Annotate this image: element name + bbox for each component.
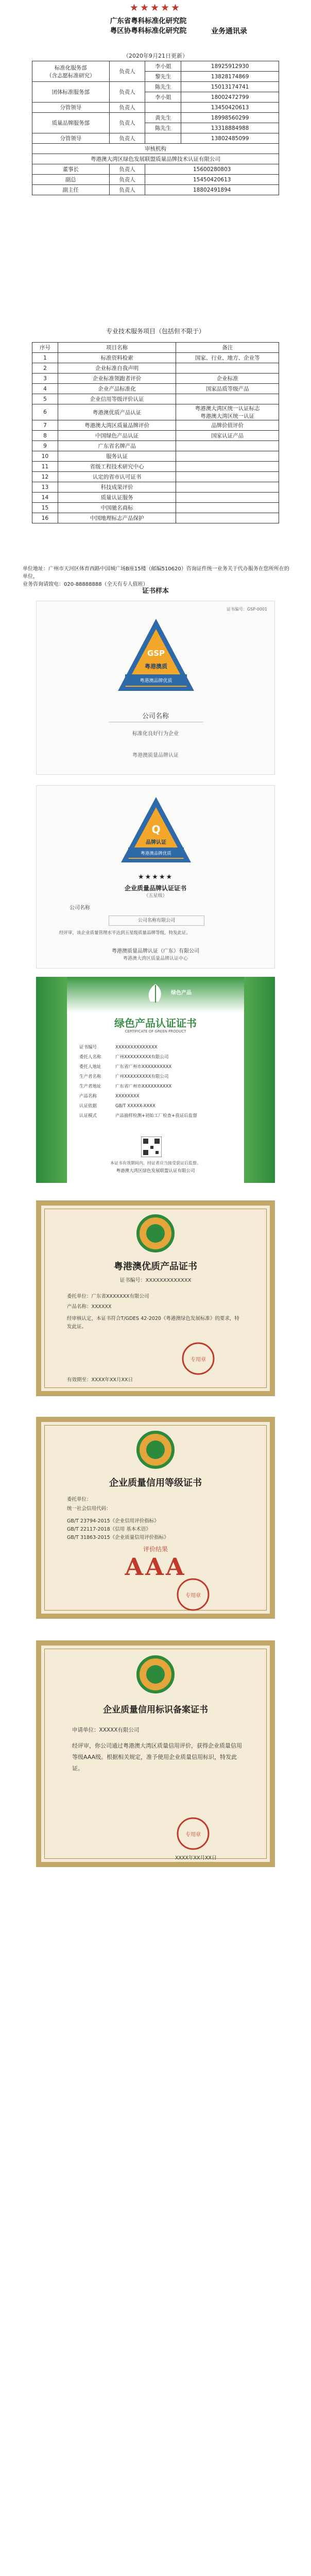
green-row-key: 生产者名称	[79, 1074, 101, 1079]
contact-phone: 13802485099	[181, 133, 279, 144]
contact-role: 负责人	[109, 103, 145, 113]
service-no: 5	[32, 394, 58, 404]
contact-phone: 13828174869	[181, 72, 279, 82]
green-row	[79, 1092, 234, 1101]
yga-date: 有效期至：XXXX年XX月XX日	[67, 1377, 133, 1383]
green-row-value: XXXXXXXXXXXXXX	[115, 1045, 158, 1050]
q-badge-top: Q	[151, 823, 161, 836]
services-table	[32, 342, 279, 523]
credit-grade: AAA	[125, 1553, 186, 1581]
q-sub: （五星级）	[144, 893, 167, 899]
service-no: 1	[32, 353, 58, 363]
lead-phone: 15450420613	[145, 175, 279, 185]
lead-title: 审核机构	[32, 144, 279, 154]
contact-name: 李小姐	[145, 61, 181, 72]
green-row-key: 产品名称	[79, 1094, 97, 1099]
service-remark	[176, 503, 279, 513]
service-row	[32, 493, 279, 503]
label-date: XXXX年XX月XX日	[175, 1855, 217, 1861]
contact-name: 陈先生	[145, 123, 181, 133]
gsp-line1: 标准化良好行为企业	[132, 731, 179, 737]
lead-phone: 18802491894	[145, 185, 279, 195]
service-remark	[176, 462, 279, 472]
cert-q	[36, 785, 275, 969]
service-no: 10	[32, 451, 58, 462]
contact-dept: 分管领导	[32, 133, 110, 144]
service-name: 科技成果评价	[58, 482, 176, 493]
label-stamp-icon	[175, 1816, 211, 1852]
contact-phone: 18998560299	[181, 113, 279, 123]
q-issuer1: 粤港澳质量品牌认证（广东）有限公司	[112, 948, 199, 954]
green-footer2: 粤港澳大湾区绿色发展联盟认证有限公司	[116, 1168, 195, 1174]
contact-dept: 质量品牌服务部	[32, 113, 110, 133]
green-row	[79, 1043, 234, 1053]
lead-row	[32, 164, 279, 175]
service-no: 16	[32, 513, 58, 523]
service-row	[32, 503, 279, 513]
service-no: 3	[32, 374, 58, 384]
service-no: 6	[32, 404, 58, 420]
service-name: 广东省名牌产品	[58, 441, 176, 451]
green-subtitle: CERTIFICATE OF GREEN PRODUCT	[125, 1029, 186, 1033]
service-row	[32, 394, 279, 404]
service-name: 标准资料检索	[58, 353, 176, 363]
lead-role: 副主任	[32, 185, 110, 195]
service-remark	[176, 441, 279, 451]
service-name: 认定的省市认可证书	[58, 472, 176, 482]
col-header-no: 序号	[32, 343, 58, 353]
lead-role: 副总	[32, 175, 110, 185]
contact-role: 负责人	[109, 61, 145, 82]
service-no: 7	[32, 420, 58, 431]
yga-body: 经审核认定，本证书符合T/GDES 42-2020《粤港澳绿色发展标准》的要求，特发此证。	[67, 1316, 239, 1330]
contact-phone: 13450420613	[181, 103, 279, 113]
green-qrcode-icon	[141, 1137, 162, 1157]
green-row	[79, 1082, 234, 1092]
service-row	[32, 404, 279, 420]
green-row-value: 广东省广州市XXXXXXXXXX	[115, 1064, 172, 1070]
green-row-value: GB/T XXXXX-XXXX	[115, 1104, 156, 1109]
gsp-badge-bottom: 粤港澳品牌优质	[140, 679, 172, 684]
org-line-2: 粤区协粤科标准化研究院	[110, 27, 187, 35]
green-row	[79, 1053, 234, 1062]
green-row-key: 认证依据	[79, 1104, 97, 1109]
green-logo-text: 绿色产品	[171, 990, 192, 996]
contact-row	[32, 103, 279, 113]
gsp-badge-top: GSP	[147, 649, 165, 658]
contact-row	[32, 113, 279, 123]
contact-dept: 标准化服务部 （含志愿标准研究）	[32, 61, 110, 82]
green-footer1: 本证书有效期间内，持证者应当接受获证后监督。	[110, 1161, 201, 1165]
service-no: 8	[32, 431, 58, 441]
service-row	[32, 441, 279, 451]
col-header-name: 项目名称	[58, 343, 176, 353]
contact-row	[32, 82, 279, 92]
lead-row	[32, 185, 279, 195]
lead-row	[32, 175, 279, 185]
yga-title: 粤港澳优质产品证书	[114, 1261, 197, 1272]
q-company: 公司名称有限公司	[109, 916, 204, 926]
contact-role: 负责人	[109, 133, 145, 144]
service-no: 11	[32, 462, 58, 472]
service-name: 中国地理标志产品保护	[58, 513, 176, 523]
lead-role2: 负责人	[109, 185, 145, 195]
note-phone: 业务咨询请致电：020-88888888（全天有专人值班）	[23, 582, 148, 587]
service-remark	[176, 513, 279, 523]
stars-decoration: ★★★★★	[129, 2, 182, 13]
service-name: 粤港澳大湾区质量品牌评价	[58, 420, 176, 431]
gsp-badge-mid: 粤港澳质	[145, 663, 167, 670]
service-row	[32, 451, 279, 462]
q-badge-mid: 品牌认证	[146, 840, 166, 845]
service-name: 企业标准领跑者评价	[58, 374, 176, 384]
lead-org-row	[32, 154, 279, 164]
service-name: 企业标准自我声明	[58, 363, 176, 374]
contact-name	[145, 103, 181, 113]
service-no: 4	[32, 384, 58, 394]
q-body: 经评审，该企业质量管理水平达到五星级质量品牌等级，特发此证。	[59, 930, 191, 936]
services-title: 专业技术服务项目（包括但不限于）	[106, 328, 205, 335]
service-name: 中国驰名商标	[58, 503, 176, 513]
q-line1: 公司名称	[70, 905, 90, 911]
service-name: 中国绿色产品认证	[58, 431, 176, 441]
contact-role: 负责人	[109, 113, 145, 133]
label-emblem-icon	[135, 1654, 176, 1695]
contact-name: 李小姐	[145, 92, 181, 103]
service-row	[32, 363, 279, 374]
service-name: 省级工程技术研究中心	[58, 462, 176, 472]
credit-std2: GB/T 22117-2018《信用 基本术语》	[67, 1527, 151, 1532]
service-no: 15	[32, 503, 58, 513]
lead-org: 粤港澳大湾区绿色发展联盟质量品牌技术认证有限公司	[32, 154, 279, 164]
cert-gsp	[36, 601, 275, 775]
contact-role: 负责人	[109, 82, 145, 103]
service-no: 14	[32, 493, 58, 503]
organization-name	[87, 16, 210, 36]
service-remark	[176, 451, 279, 462]
service-row	[32, 462, 279, 472]
service-name: 质量认证服务	[58, 493, 176, 503]
q-heading: 企业质量品牌认证证书	[124, 885, 186, 892]
contact-row	[32, 61, 279, 72]
green-row-key: 生产者地址	[79, 1084, 101, 1089]
gsp-badge-icon	[37, 614, 275, 706]
green-row-key: 委托人地址	[79, 1064, 101, 1070]
service-row	[32, 472, 279, 482]
q-issuer2: 粤港澳大湾区质量品牌认证中心	[123, 956, 188, 961]
credit-label: 评价结果	[143, 1546, 168, 1553]
contact-table	[32, 61, 279, 195]
lead-role2: 负责人	[109, 164, 145, 175]
service-row	[32, 353, 279, 363]
service-remark	[176, 493, 279, 503]
service-row	[32, 374, 279, 384]
cert-green	[36, 977, 275, 1183]
credit-title: 企业质量信用等级证书	[109, 1478, 202, 1488]
credit-stamp-icon	[175, 1577, 211, 1613]
q-badge-bottom: 粤港澳品牌优质	[141, 851, 171, 856]
label-l1: 申请单位：XXXXX有限公司	[72, 1727, 140, 1733]
green-row-key: 认证模式	[79, 1113, 97, 1118]
credit-std1: GB/T 23794-2015《企业信用评价指标》	[67, 1518, 159, 1524]
services-header-row	[32, 343, 279, 353]
service-row	[32, 384, 279, 394]
col-header-remark: 备注	[176, 343, 279, 353]
cert-credit	[36, 1417, 275, 1619]
cert-label	[36, 1640, 275, 1867]
green-row-key: 证书编号	[79, 1045, 97, 1050]
yga-stamp-text: 专用章	[191, 1357, 206, 1363]
service-remark	[176, 363, 279, 374]
document-title: 业务通讯录	[211, 27, 247, 36]
credit-l1: 委托单位：	[67, 1497, 92, 1502]
service-row	[32, 420, 279, 431]
lead-role2: 负责人	[109, 175, 145, 185]
contact-row	[32, 133, 279, 144]
green-rows	[79, 1043, 234, 1121]
service-row	[32, 431, 279, 441]
contact-phone: 13318884988	[181, 123, 279, 133]
cert-gsp-number: 证书编号：GSP-0001	[226, 607, 267, 612]
contact-dept: 分管领导	[32, 103, 110, 113]
service-name: 服务认证	[58, 451, 176, 462]
green-row-value: 广东省广州市XXXXXXXXXX	[115, 1084, 172, 1089]
service-no: 2	[32, 363, 58, 374]
yga-holder: 委托单位：广东省XXXXXXX有限公司	[67, 1294, 149, 1299]
contact-phone: 18002472799	[181, 92, 279, 103]
green-leaf-icon	[140, 981, 171, 1007]
leaf-shape	[149, 984, 161, 1002]
label-title: 企业质量信用标识备案证书	[103, 1705, 208, 1715]
label-stamp-text: 专用章	[185, 1832, 201, 1838]
contact-phone: 15013174741	[181, 82, 279, 92]
contact-dept: 团体标准服务部	[32, 82, 110, 103]
green-row-value: XXXXXXXX	[115, 1094, 140, 1099]
service-remark: 国家品质等级产品	[176, 384, 279, 394]
service-remark: 国家认证产品	[176, 431, 279, 441]
q-badge-icon	[37, 793, 275, 875]
yga-stamp-icon	[180, 1341, 216, 1377]
contact-name: 陈先生	[145, 82, 181, 92]
green-row	[79, 1062, 234, 1072]
green-row-value: 产品抽样检测+初始工厂检查+获证后监督	[115, 1113, 197, 1118]
gsp-footer: 粤港澳质量品牌认证	[132, 753, 179, 758]
service-row	[32, 513, 279, 523]
lead-phone: 15600280803	[145, 164, 279, 175]
service-no: 12	[32, 472, 58, 482]
green-row-value: 广州XXXXXXXXX有限公司	[115, 1055, 169, 1060]
service-remark	[176, 472, 279, 482]
service-no: 9	[32, 441, 58, 451]
lead-role: 董事长	[32, 164, 110, 175]
green-row	[79, 1072, 234, 1082]
service-remark	[176, 394, 279, 404]
yga-no: 证书编号：XXXXXXXXXXXXX	[119, 1278, 192, 1283]
service-name: 粤港澳优质产品认证	[58, 404, 176, 420]
samples-title: 证书样本	[142, 587, 169, 595]
credit-l2: 统一社会信用代码：	[67, 1506, 111, 1512]
service-remark: 企业标准	[176, 374, 279, 384]
green-title: 绿色产品认证证书	[114, 1017, 197, 1029]
green-row	[79, 1111, 234, 1121]
note-address: 单位地址：广州市天河区体育西路中国城广场B座15楼（邮编510620）咨询证件统一业务关于代办服务在您所所在的单位，	[23, 566, 289, 580]
update-date: （2020年9月21日更新）	[123, 53, 188, 59]
contact-phone: 18925912930	[181, 61, 279, 72]
yga-product: 产品名称：XXXXXX	[67, 1304, 112, 1310]
green-row-key: 委托人名称	[79, 1055, 101, 1060]
service-name: 企业信用等级评价认证	[58, 394, 176, 404]
gsp-heading: 公司名称	[142, 713, 169, 720]
label-body: 经评审，你公司通过粤港澳大湾区质量信用评价，获得企业质量信用等级AAA级。根据相关规定，准予使用企业质量信用标识，特发此证。	[72, 1742, 242, 1772]
credit-emblem-icon	[135, 1429, 176, 1470]
credit-std3: GB/T 31863-2015《企业质量信用评价指标》	[67, 1535, 169, 1540]
service-remark: 品牌价值评价	[176, 420, 279, 431]
q-stars: ★★★★★	[137, 873, 174, 881]
service-remark	[176, 482, 279, 493]
service-row	[32, 482, 279, 493]
service-name: 企业产品标准化	[58, 384, 176, 394]
contact-name	[145, 133, 181, 144]
yga-emblem-icon	[135, 1213, 176, 1254]
service-no: 13	[32, 482, 58, 493]
org-line-1: 广东省粤科标准化研究院	[110, 17, 187, 25]
lead-title-row	[32, 144, 279, 154]
green-row-value: 广州XXXXXXXXX有限公司	[115, 1074, 169, 1079]
cert-yga	[36, 1200, 275, 1396]
contact-name: 黎先生	[145, 72, 181, 82]
contact-name: 黄先生	[145, 113, 181, 123]
service-remark: 国家、行业、地方、企业等	[176, 353, 279, 363]
credit-stamp-text: 专用章	[185, 1593, 201, 1599]
green-row	[79, 1101, 234, 1111]
service-remark: 粤港澳大湾区统一认证标志 粤港澳大湾区统一认证	[176, 404, 279, 420]
document-header	[31, 16, 280, 57]
